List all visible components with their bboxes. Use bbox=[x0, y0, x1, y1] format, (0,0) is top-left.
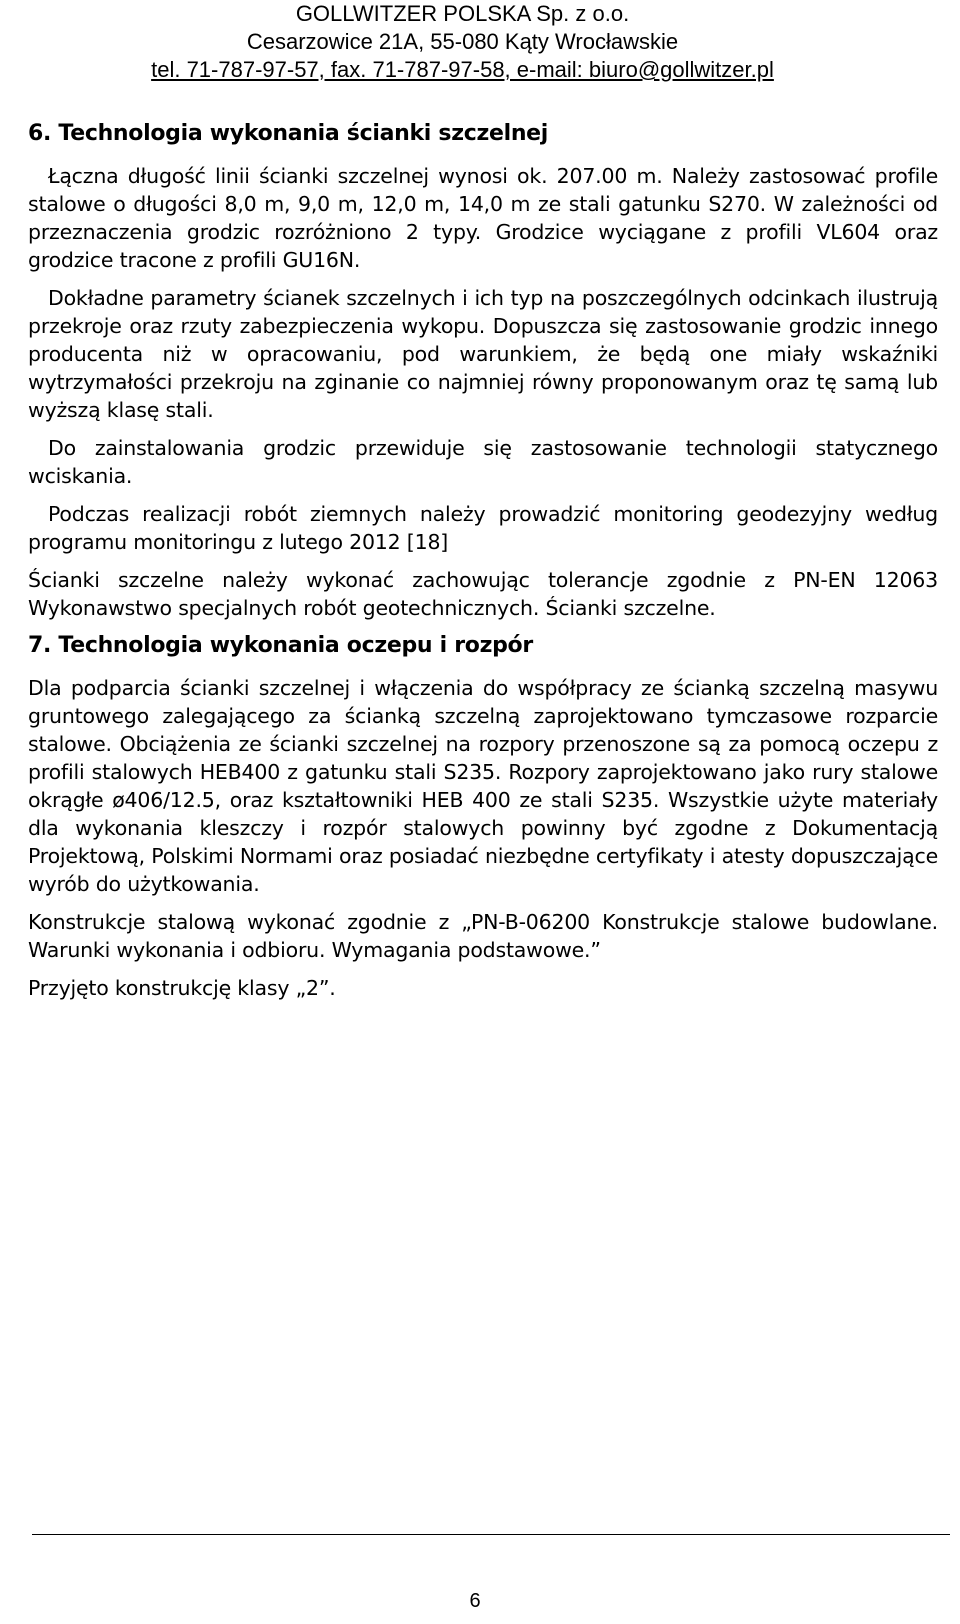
company-contact: tel. 71-787-97-57, fax. 71-787-97-58, e-mail: biuro@gollwitzer.pl bbox=[151, 57, 774, 82]
section-6-title: 6. Technologia wykonania ścianki szczelnej bbox=[28, 121, 549, 146]
document-body bbox=[28, 120, 938, 1012]
section-6-paragraph-1: Łączna długość linii ścianki szczelnej wynosi ok. 207.00 m. Należy zastosować profile stalowe o długości 8,0 m, 9,0 m, 12,0 m, 14,0 m ze stali gatunku S270. W zależności od przeznaczenia grodzic rozróżniono 2 typy. Grodzice wyciągane z profili VL604 oraz grodzice tracone z profili GU16N. bbox=[28, 164, 938, 272]
section-7-paragraph-2: Konstrukcje stalową wykonać zgodnie z „PN-B-06200 Konstrukcje stalowe budowlane. Warunki wykonania i odbioru. Wymagania podstawowe.” bbox=[28, 910, 938, 962]
section-7-paragraph-3: Przyjęto konstrukcję klasy „2”. bbox=[28, 976, 336, 1000]
company-address: Cesarzowice 21A, 55-080 Kąty Wrocławskie bbox=[246, 29, 679, 54]
company-name: GOLLWITZER POLSKA Sp. z o.o. bbox=[295, 1, 630, 26]
footer-divider bbox=[32, 1534, 950, 1535]
section-7-title: 7. Technologia wykonania oczepu i rozpór bbox=[28, 633, 533, 658]
section-6-paragraph-5: Ścianki szczelne należy wykonać zachowując tolerancje zgodnie z PN-EN 12063 Wykonawstwo specjalnych robót geotechnicznych. Ścianki szczelne. bbox=[28, 568, 938, 620]
section-6-paragraph-4: Podczas realizacji robót ziemnych należy prowadzić monitoring geodezyjny według programu monitoringu z lutego 2012 [18] bbox=[28, 502, 938, 554]
page-header bbox=[0, 0, 960, 84]
page-number: 6 bbox=[469, 1590, 481, 1612]
section-6-paragraph-3: Do zainstalowania grodzic przewiduje się zastosowanie technologii statycznego wciskania. bbox=[28, 436, 938, 488]
section-7-paragraph-1: Dla podparcia ścianki szczelnej i włączenia do współpracy ze ścianką szczelną masywu gruntowego zalegającego za ścianką szczelną zaprojektowano tymczasowe rozparcie stalowe. Obciążenia ze ścianki szczelnej na rozpory przenoszone są za pomocą oczepu z profili stalowych HEB400 z gatunku stali S235. Rozpory zaprojektowano jako rury stalowe okrągłe ø406/12.5, oraz kształtowniki HEB 400 ze stali S235. Wszystkie użyte materiały dla wykonania kleszczy i rozpór stalowych powinny być zgodne z Dokumentacją Projektową, Polskimi Normami oraz posiadać niezbędne certyfikaty i atesty dopuszczające wyrób do użytkowania. bbox=[28, 676, 938, 896]
section-6-paragraph-2: Dokładne parametry ścianek szczelnych i ich typ na poszczególnych odcinkach ilustrują przekroje oraz rzuty zabezpieczenia wykopu. Dopuszcza się zastosowanie grodzic innego producenta niż w opracowaniu, pod warunkiem, że będą one miały wskaźniki wytrzymałości przekroju na zginanie co najmniej równy proponowanym oraz tę samą lub wyższą klasę stali. bbox=[28, 286, 938, 422]
